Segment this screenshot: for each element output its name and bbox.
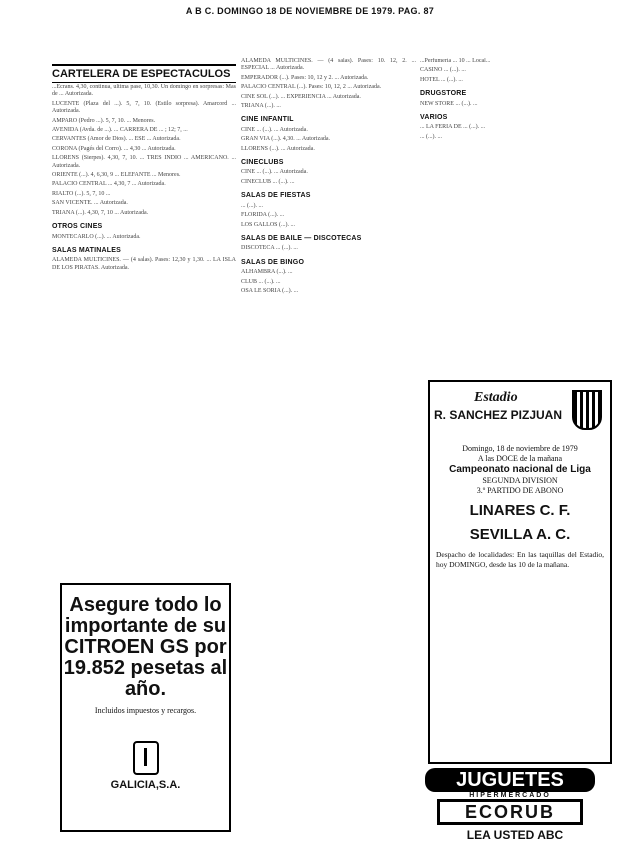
lea-abc-banner: LEA USTED ABC <box>466 828 564 842</box>
section-heading: SALAS DE BINGO <box>241 258 305 266</box>
ad-ecorub: ECORUB <box>437 799 583 825</box>
ad-stadium-name: R. SANCHEZ PIZJUAN <box>434 408 563 422</box>
listing: CLUB ... (...). ... <box>241 278 281 285</box>
section-heading: CINE INFANTIL <box>241 116 294 124</box>
listing: ALHAMBRA (...). ... <box>241 269 293 276</box>
listing: RIALTO (...). 5, 7, 10 ... <box>52 190 111 197</box>
listing: ORIENTE (...). 4, 6,30, 9 ... ELEFANTE ... Menores. <box>52 172 181 179</box>
ad-brand: GALICIA,S.A. <box>110 779 181 791</box>
listing: ... (...). ... <box>241 202 263 209</box>
listing: CERVANTES (Amor de Dios). ... ESE ... Autorizada. <box>52 136 181 143</box>
page-title: CARTELERA DE ESPECTACULOS <box>52 64 236 83</box>
estadio-ad <box>428 380 612 764</box>
listing: NEW STORE ... (...). ... <box>420 100 478 107</box>
ad-juguetes: JUGUETES <box>425 768 595 792</box>
ad-headline: Asegure todo lo importante de su CITROEN GS por 19.852 pesetas al año. <box>63 594 228 700</box>
ad-subtext: Incluidos impuestos y recargos. <box>94 706 197 715</box>
ad-division: SEGUNDA DIVISION <box>482 476 558 485</box>
sevilla-shield-icon <box>572 390 602 430</box>
ad-estadio-label: Estadio <box>474 390 518 405</box>
listing: ...Perfumería ... 10 ... Local... <box>420 58 491 64</box>
listing: LUCENTE (Plaza del ...). 5, 7, 10. (Estilo sorpresa). Amarcord ... Autorizada. <box>52 100 236 115</box>
listing: HOTEL ... (...). ... <box>420 76 463 83</box>
listing: AMPARO (Pedro ...). 5, 7, 10. ... Menores. <box>52 117 156 124</box>
galicia-logo-icon <box>133 741 159 775</box>
ad-abono: 3.º PARTIDO DE ABONO <box>476 486 564 495</box>
page-header: A B C. DOMINGO 18 DE NOVIEMBRE DE 1979. PAG. 87 <box>185 6 435 16</box>
listing: LLORENS (Sierpes). 4,30, 7, 10. ... TRES INDIO ... AMERICANO. ... Autorizada. <box>52 155 236 169</box>
listing: DISCOTECA ... (...). ... <box>241 245 298 252</box>
listing: MONTECARLO (...). ... Autorizada. <box>52 233 141 240</box>
ad-text: Despacho de localidades: En las taquillas del Estadio, hoy DOMINGO, desde las 10 de la mañana. <box>436 550 604 569</box>
section-heading: VARIOS <box>420 114 448 122</box>
ad-hipermercado: HIPERMERCADO <box>469 792 551 799</box>
listing: ...Ecrans. 4,30, continua, ultima pase, 10,30. Un domingo en sorpresas: Mas de ... Autorizada. <box>52 84 236 98</box>
section-heading: DRUGSTORE <box>420 90 467 98</box>
citroen-ad <box>60 583 231 832</box>
ad-team-1: LINARES C. F. <box>469 502 571 519</box>
listing: CINE ... (...). ... Autorizada. <box>241 126 308 133</box>
listing: CORONA (Pagés del Corro). ... 4,30 ... Autorizada. <box>52 145 176 152</box>
ad-time: A las DOCE de la mañana <box>477 454 563 463</box>
listing: CINECLUB ... (...). ... <box>241 178 295 185</box>
listing: LLORENS (...). ... Autorizada. <box>241 145 315 152</box>
column-3 <box>420 58 612 374</box>
section-heading: SALAS DE BAILE — DISCOTECAS <box>241 234 362 242</box>
listing: ALAMEDA MULTICINES. — (4 salas). Pases: 12,30 y 1,30. ... LA ISLA DE LOS PIRATAS. Autorizada. <box>52 257 236 271</box>
listing: OSA LE SORIA (...). ... <box>241 287 299 294</box>
ad-team-2: SEVILLA A. C. <box>469 526 571 543</box>
section-heading: SALAS DE FIESTAS <box>241 192 311 200</box>
listing: CINE ... (...). ... Autorizada. <box>241 169 308 176</box>
listing: CINE SOL (...). ... EXPERIENCIA ... Autorizada. <box>241 93 361 100</box>
listing: GRAN VIA (...). 4,30. ... Autorizada. <box>241 136 331 143</box>
listing: TRIANA (...). ... <box>241 103 281 110</box>
section-heading: CINECLUBS <box>241 159 284 167</box>
listing: ALAMEDA MULTICINES. — (4 salas). Pases: 10. 12, 2. ... ESPECIAL ... Autorizada. <box>241 58 416 72</box>
listing: ... LA FERIA DE ... (...). ... <box>420 124 486 131</box>
listing: ... (...). ... <box>420 133 442 140</box>
column-1 <box>52 84 236 579</box>
listing: CASINO ... (...). ... <box>420 67 466 74</box>
ad-event: Campeonato nacional de Liga <box>449 464 591 475</box>
listing: TRIANA (...). 4,30, 7, 10 ... Autorizada. <box>52 209 149 216</box>
section-heading: OTROS CINES <box>52 223 103 231</box>
column-2 <box>241 58 416 828</box>
listing: AVENIDA (Avda. de ...). ... CARRERA DE ... ; 12; 7, ... <box>52 127 188 134</box>
listing: SAN VICENTE. ... Autorizada. <box>52 200 128 207</box>
listing: PALACIO CENTRAL (...). Pases: 10, 12, 2 ... Autorizada. <box>241 84 382 91</box>
listing: EMPERADOR (...). Pases: 10, 12 y 2. ... Autorizada. <box>241 74 369 81</box>
juguetes-ad <box>420 768 600 826</box>
listing: LOS GALLOS (...). ... <box>241 221 295 228</box>
ad-date: Domingo, 18 de noviembre de 1979 <box>462 444 578 453</box>
section-heading: SALAS MATINALES <box>52 246 121 254</box>
listing: PALACIO CENTRAL ... 4,30, 7 ... Autorizada. <box>52 181 166 188</box>
listing: FLORIDA (...). ... <box>241 212 285 219</box>
